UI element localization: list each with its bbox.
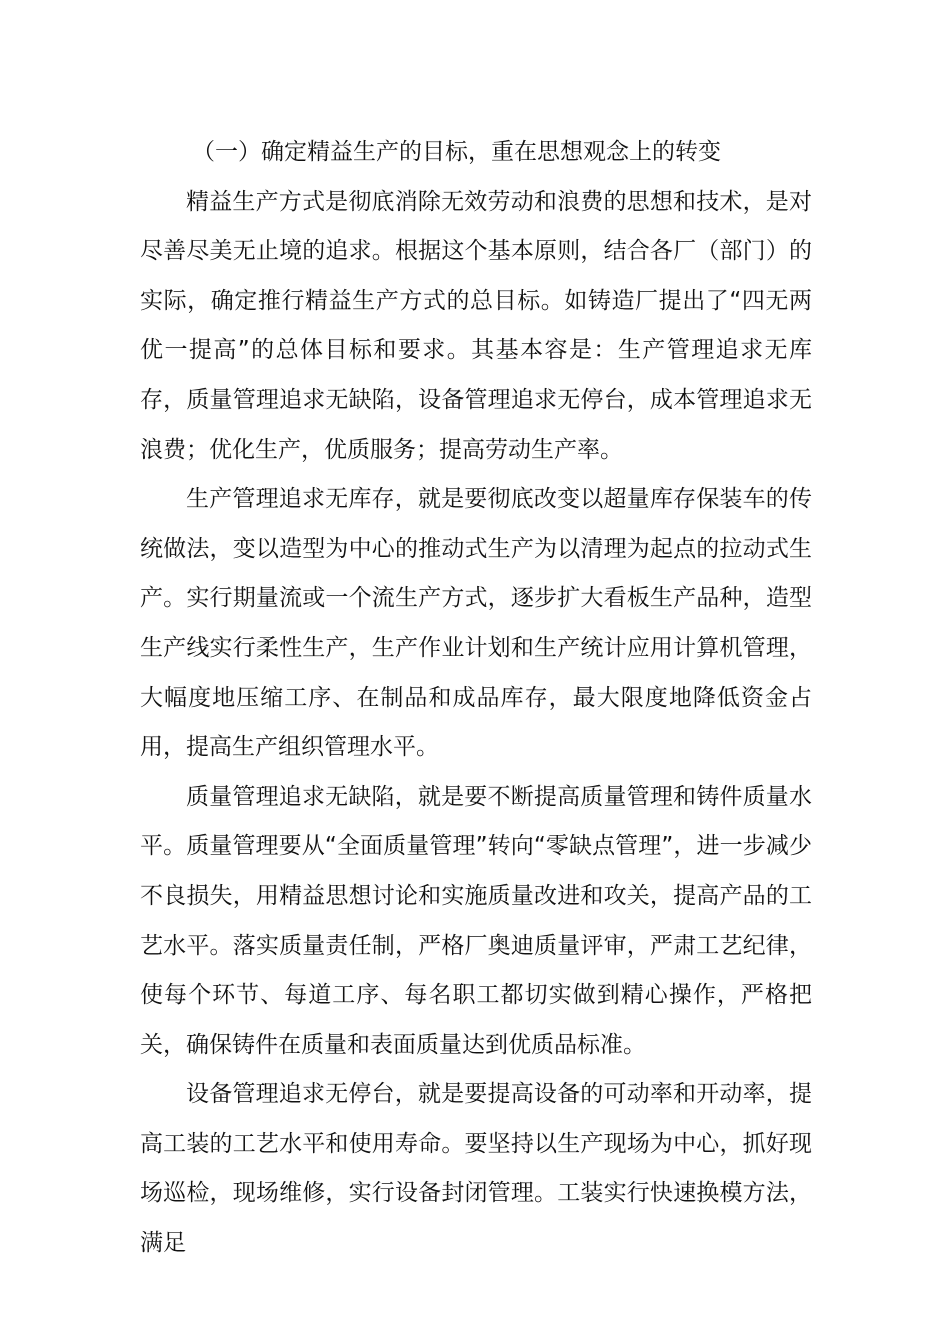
document-body [140, 128, 812, 1269]
paragraph-zero-inventory: 生产管理追求无库存，就是要彻底改变以超量库存保装车的传统做法，变以造型为中心的推动式生产为以清理为起点的拉动式生产。实行期量流或一个流生产方式，逐步扩大看板生产品种，造型生产线实行柔性生产，生产作业计划和生产统计应用计算机管理，大幅度地压缩工序、在制品和成品库存，最大限度地降低资金占用，提高生产组织管理水平。 [140, 486, 812, 761]
section-heading: （一）确定精益生产的目标，重在思想观念上的转变 [192, 139, 721, 165]
paragraph-lean-production-goal: 精益生产方式是彻底消除无效劳动和浪费的思想和技术，是对尽善尽美无止境的追求。根据这个基本原则，结合各厂（部门）的实际，确定推行精益生产方式的总目标。如铸造厂提出了“四无两优一提高”的总体目标和要求。其基本容是：生产管理追求无库存，质量管理追求无缺陷，设备管理追求无停台，成本管理追求无浪费；优化生产，优质服务；提高劳动生产率。 [140, 188, 812, 463]
paragraph-zero-defects: 质量管理追求无缺陷，就是要不断提高质量管理和铸件质量水平。质量管理要从“全面质量管理”转向“零缺点管理”，进一步减少不良损失，用精益思想讨论和实施质量改进和攻关，提高产品的工艺水平。落实质量责任制，严格厂奥迪质量评审，严肃工艺纪律，使每个环节、每道工序、每名职工都切实做到精心操作，严格把关，确保铸件在质量和表面质量达到优质品标准。 [140, 783, 812, 1058]
paragraph-zero-downtime: 设备管理追求无停台，就是要提高设备的可动率和开动率，提高工装的工艺水平和使用寿命。要坚持以生产现场为中心，抓好现场巡检，现场维修，实行设备封闭管理。工装实行快速换模方法，满足 [140, 1081, 812, 1257]
